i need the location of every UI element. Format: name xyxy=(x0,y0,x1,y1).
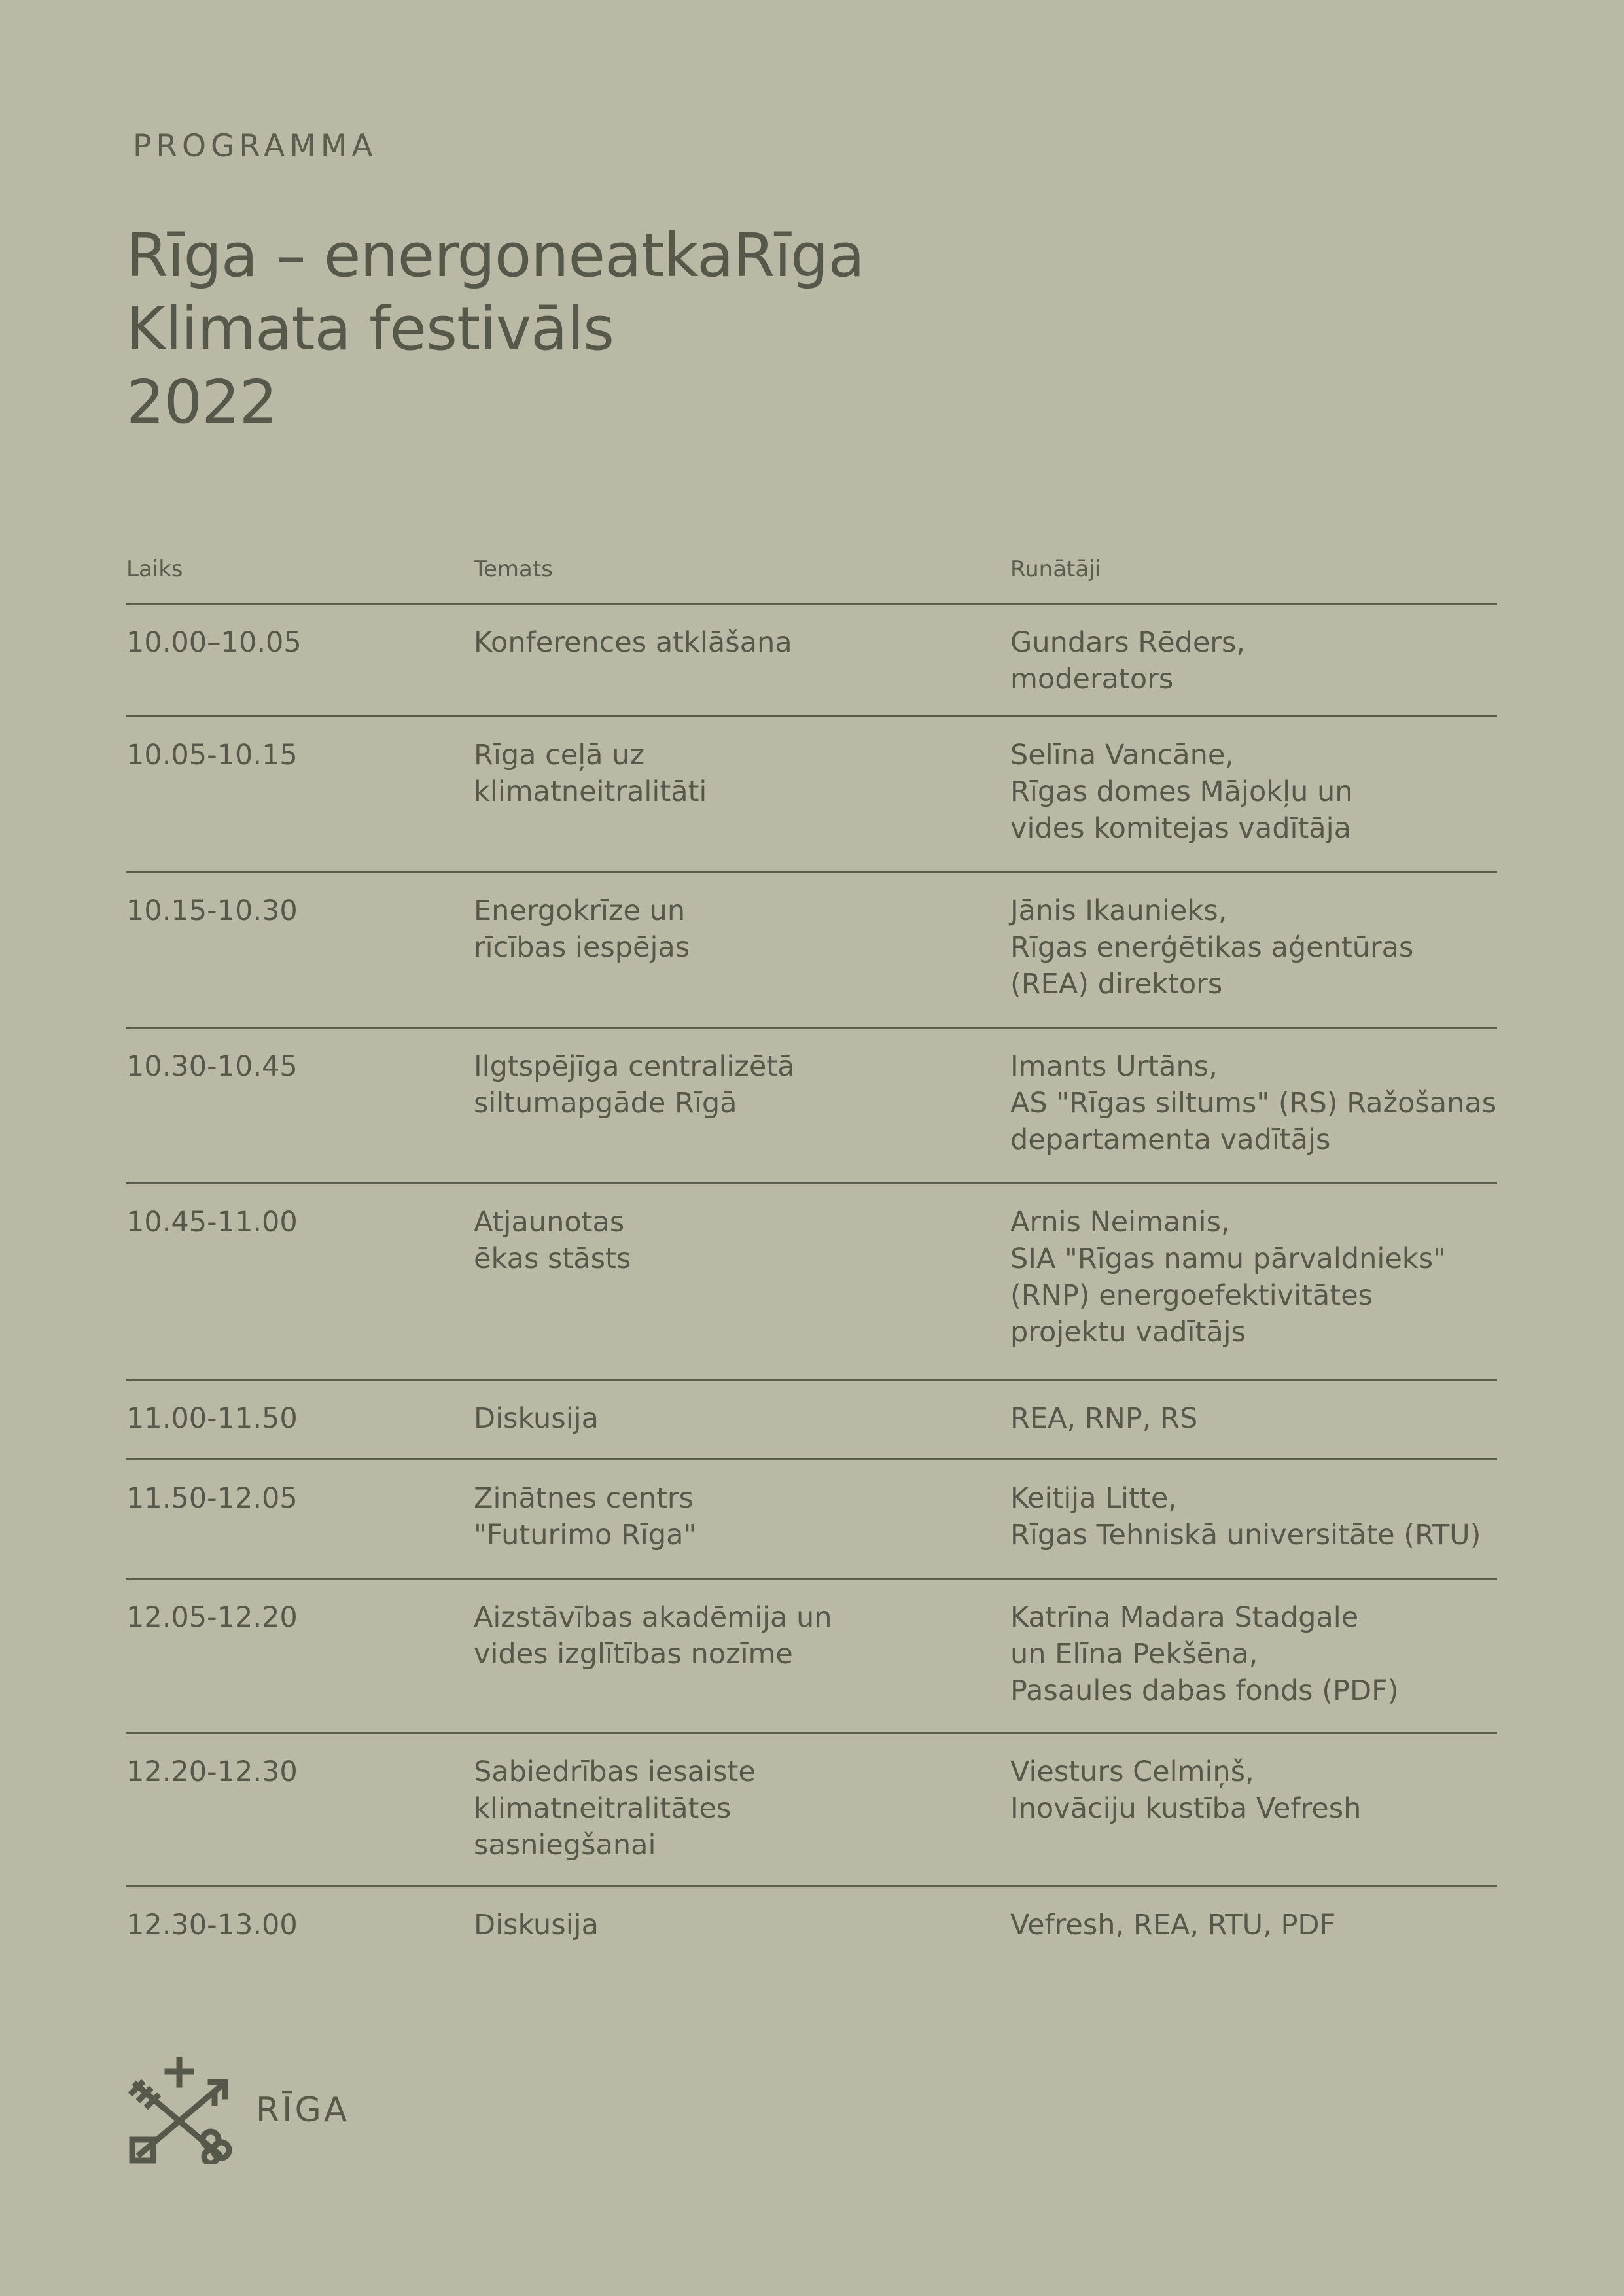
row-speakers: Jānis Ikaunieks, Rīgas enerģētikas aģentūras (REA) direktors xyxy=(1010,894,1414,1000)
row-time: 11.00-11.50 xyxy=(126,1402,298,1435)
table-row xyxy=(126,1184,1497,1381)
row-time: 10.30-10.45 xyxy=(126,1050,298,1083)
title-line-1: Rīga – energoneatkaRīga xyxy=(126,221,864,291)
row-time: 10.15-10.30 xyxy=(126,894,298,927)
section-label: PROGRAMMA xyxy=(133,128,378,164)
row-topic: Atjaunotas ēkas stāsts xyxy=(474,1206,631,1275)
table-row xyxy=(126,1734,1497,1887)
row-speakers: Imants Urtāns, AS "Rīgas siltums" (RS) Ražošanas departamenta vadītājs xyxy=(1010,1050,1497,1156)
row-time: 10.45-11.00 xyxy=(126,1206,298,1239)
table-header xyxy=(126,556,1497,605)
row-speakers: Selīna Vancāne, Rīgas domes Mājokļu un vides komitejas vadītāja xyxy=(1010,739,1353,845)
title-line-2: Klimata festivāls xyxy=(126,294,614,364)
header-topic: Temats xyxy=(474,556,553,582)
table-row xyxy=(126,717,1497,873)
table-row xyxy=(126,873,1497,1029)
row-time: 10.05-10.15 xyxy=(126,739,298,771)
title-line-3: 2022 xyxy=(126,367,277,437)
row-time: 12.05-12.20 xyxy=(126,1601,298,1634)
row-time: 11.50-12.05 xyxy=(126,1482,298,1515)
logo-text: RĪGA xyxy=(256,2091,350,2130)
row-topic: Sabiedrības iesaiste klimatneitralitātes sasniegšanai xyxy=(474,1756,756,1862)
row-topic: Aizstāvības akadēmija un vides izglītības nozīme xyxy=(474,1601,832,1670)
row-time: 12.30-13.00 xyxy=(126,1909,298,1941)
row-speakers: Viesturs Celmiņš, Inovāciju kustība Vefresh xyxy=(1010,1756,1362,1825)
row-speakers: Vefresh, REA, RTU, PDF xyxy=(1010,1909,1336,1941)
row-speakers: Arnis Neimanis, SIA "Rīgas namu pārvaldnieks" (RNP) energoefektivitātes projektu vadītājs xyxy=(1010,1206,1446,1349)
row-speakers: REA, RNP, RS xyxy=(1010,1402,1198,1435)
row-time: 12.20-12.30 xyxy=(126,1756,298,1788)
table-row xyxy=(126,1887,1497,1967)
table-row xyxy=(126,1580,1497,1734)
row-topic: Zinātnes centrs "Futurimo Rīga" xyxy=(474,1482,697,1551)
row-time: 10.00–10.05 xyxy=(126,626,302,659)
row-speakers: Gundars Rēders, moderators xyxy=(1010,626,1246,696)
table-row xyxy=(126,1460,1497,1580)
row-topic: Diskusija xyxy=(474,1402,599,1435)
header-speakers: Runātāji xyxy=(1010,556,1102,582)
row-speakers: Katrīna Madara Stadgale un Elīna Pekšēna, Pasaules dabas fonds (PDF) xyxy=(1010,1601,1399,1707)
header-time: Laiks xyxy=(126,556,183,582)
row-speakers: Keitija Litte, Rīgas Tehniskā universitāte (RTU) xyxy=(1010,1482,1481,1551)
table-row xyxy=(126,605,1497,717)
row-topic: Ilgtspējīga centralizētā siltumapgāde Rīgā xyxy=(474,1050,795,1120)
row-topic: Rīga ceļā uz klimatneitralitāti xyxy=(474,739,707,808)
page-title xyxy=(126,219,864,439)
riga-logo xyxy=(126,2056,349,2164)
row-topic: Energokrīze un rīcības iespējas xyxy=(474,894,690,964)
row-topic: Diskusija xyxy=(474,1909,599,1941)
table-row xyxy=(126,1029,1497,1184)
crossed-keys-icon xyxy=(126,2056,232,2164)
schedule-table xyxy=(126,556,1497,1967)
row-topic: Konferences atklāšana xyxy=(474,626,792,659)
table-row xyxy=(126,1381,1497,1460)
